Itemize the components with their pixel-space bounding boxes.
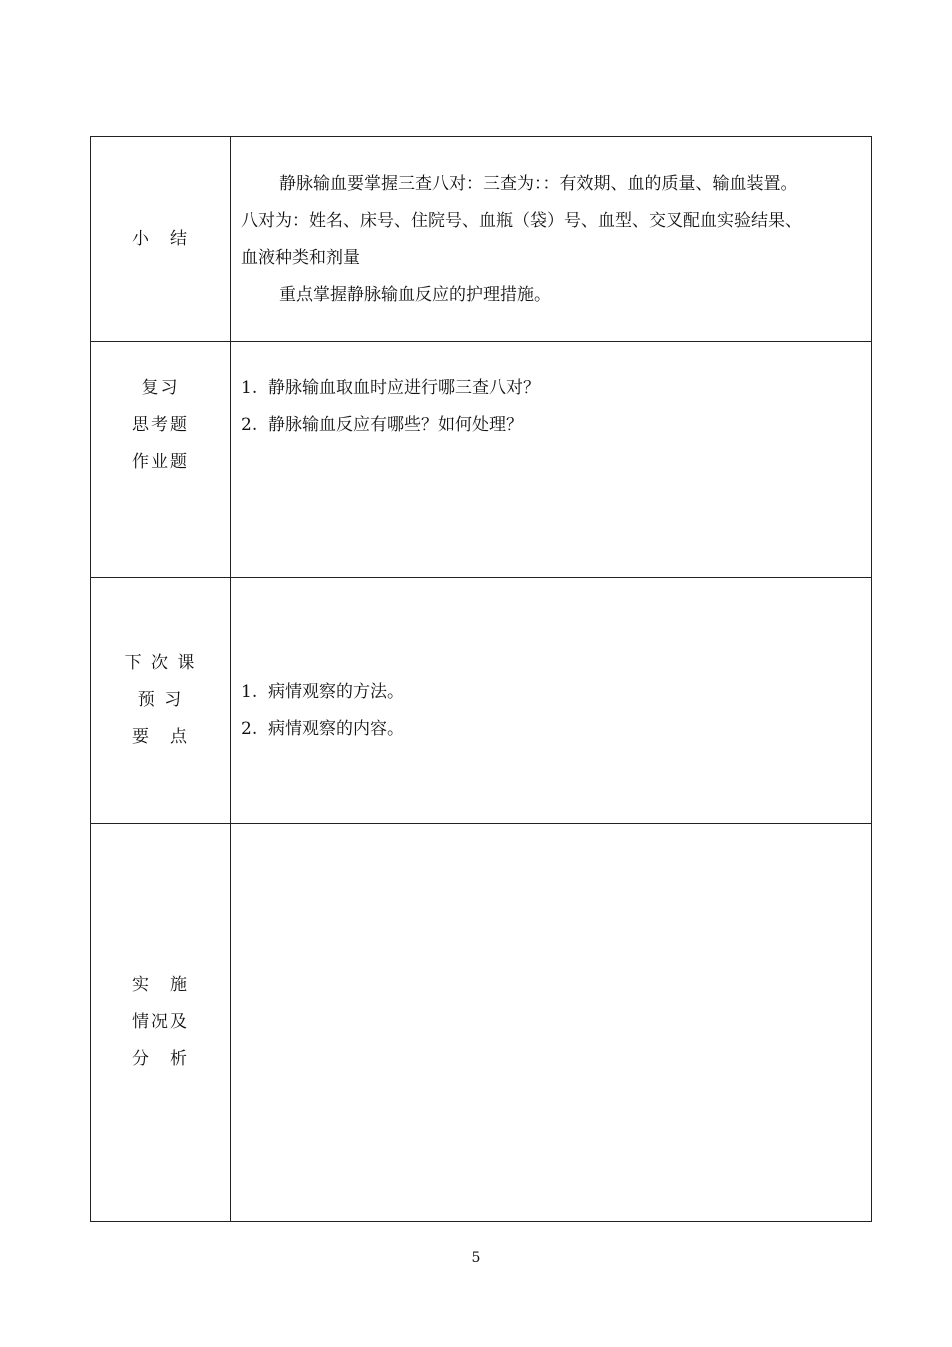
review-label-line-1: 复习 [141, 378, 180, 398]
implementation-row [91, 824, 872, 1222]
summary-paragraph-3: 血液种类和剂量 [241, 248, 360, 268]
review-label-cell [91, 342, 231, 578]
summary-content-cell [231, 137, 872, 342]
implementation-label-line-2: 情况及 [132, 1012, 189, 1032]
summary-label: 小 结 [132, 228, 189, 249]
preview-label-line-2: 预 习 [137, 690, 184, 710]
review-label-line-3: 作业题 [132, 452, 189, 472]
review-question-2 [241, 407, 863, 444]
preview-point-2-text: 病情观察的内容。 [268, 719, 404, 739]
preview-point-2-number: 2. [241, 719, 258, 739]
implementation-label-line-1: 实 施 [132, 975, 189, 995]
summary-row [91, 137, 872, 342]
summary-paragraph-2: 八对为：姓名、床号、住院号、血瓶（袋）号、血型、交叉配血实验结果、 [241, 211, 802, 231]
preview-label-line-3: 要 点 [132, 727, 189, 747]
preview-point-1 [241, 674, 863, 711]
review-question-1-text: 静脉输血取血时应进行哪三查八对？ [268, 378, 540, 398]
summary-paragraph-4: 重点掌握静脉输血反应的护理措施。 [279, 285, 551, 305]
review-row [91, 342, 872, 578]
page-number: 5 [471, 1250, 481, 1266]
review-content-cell [231, 342, 872, 578]
review-question-2-number: 2. [241, 415, 258, 435]
preview-label-cell [91, 578, 231, 824]
review-question-1-number: 1. [241, 378, 258, 398]
review-label-line-2: 思考题 [132, 415, 189, 435]
review-question-2-text: 静脉输血反应有哪些？如何处理？ [268, 415, 523, 435]
preview-content-cell [231, 578, 872, 824]
preview-point-1-number: 1. [241, 682, 258, 702]
review-question-1 [241, 370, 863, 407]
implementation-content-cell[interactable] [231, 824, 872, 1222]
summary-paragraph-1: 静脉输血要掌握三查八对：三查为：：有效期、血的质量、输血装置。 [279, 174, 798, 194]
implementation-label-cell [91, 824, 231, 1222]
lesson-plan-table [90, 136, 872, 1222]
preview-point-1-text: 病情观察的方法。 [268, 682, 404, 702]
implementation-label-line-3: 分 析 [132, 1049, 189, 1069]
preview-label-line-1: 下 次 课 [124, 653, 197, 673]
preview-point-2 [241, 711, 863, 748]
preview-row [91, 578, 872, 824]
summary-label-cell [91, 137, 231, 342]
